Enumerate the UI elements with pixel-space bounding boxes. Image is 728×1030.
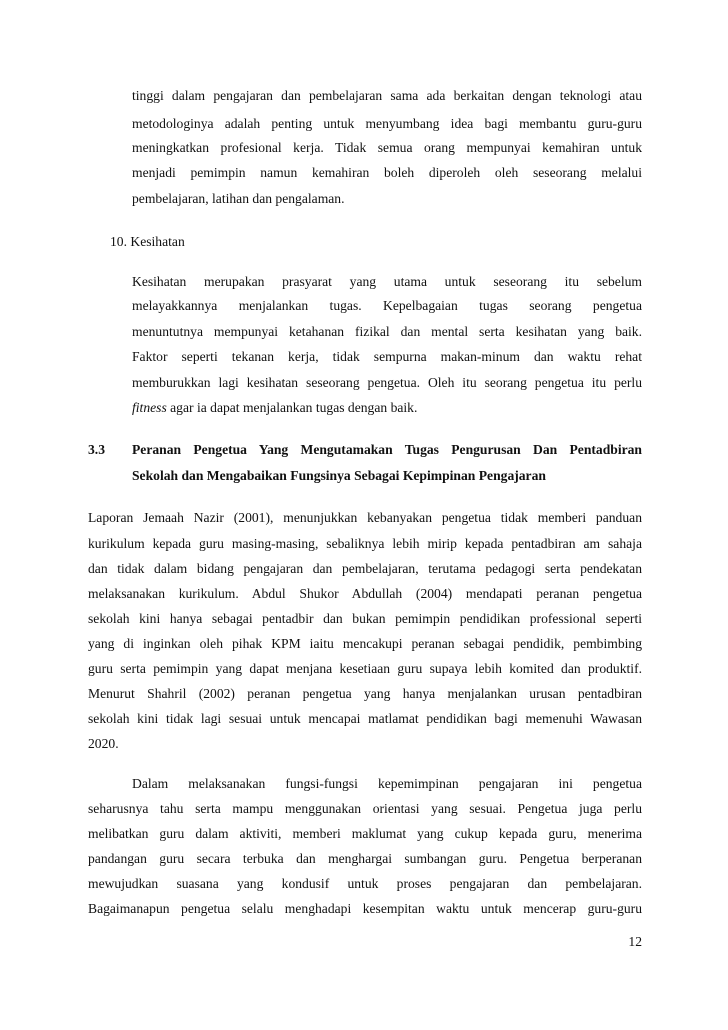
item10-line: menuntutnya mempunyai ketahanan fizikal dan mental serta kesihatan yang baik. xyxy=(132,324,642,339)
italic-term: fitness xyxy=(132,400,167,415)
para2-line: pandangan guru secara terbuka dan menghargai sumbangan guru. Pengetua berperanan xyxy=(88,851,642,866)
section-number: 3.3 xyxy=(88,442,105,457)
list-item-label: 10. Kesihatan xyxy=(110,234,185,249)
intro-line: pembelajaran, latihan dan pengalaman. xyxy=(132,191,345,206)
intro-line: menjadi pemimpin namun kemahiran boleh diperoleh oleh seseorang melalui xyxy=(132,165,642,180)
para1-line: yang di inginkan oleh pihak KPM iaitu mencakupi peranan sebagai pendidik, pembimbing xyxy=(88,636,642,651)
para1-line: kurikulum kepada guru masing-masing, sebaliknya lebih mirip kepada pentadbiran am sahaja xyxy=(88,536,642,551)
intro-line: metodologinya adalah penting untuk menyumbang idea bagi membantu guru-guru xyxy=(132,116,642,131)
para1-line: 2020. xyxy=(88,736,119,751)
para2-line: Bagaimanapun pengetua selalu menghadapi kesempitan waktu untuk mencerap guru-guru xyxy=(88,901,642,916)
item10-line: Faktor seperti tekanan kerja, tidak sempurna makan-minum dan waktu rehat xyxy=(132,349,642,364)
para1-line: Laporan Jemaah Nazir (2001), menunjukkan kebanyakan pengetua tidak memberi panduan xyxy=(88,510,642,525)
para1-line: melaksanakan kurikulum. Abdul Shukor Abdullah (2004) mendapati peranan pengetua xyxy=(88,586,642,601)
item10-last-text: agar ia dapat menjalankan tugas dengan baik. xyxy=(166,400,418,415)
page-number: 12 xyxy=(628,934,642,949)
para2-line: Dalam melaksanakan fungsi-fungsi kepemimpinan pengajaran ini pengetua xyxy=(132,776,642,791)
para1-line: sekolah kini hanya sebagai pentadbir dan bukan pemimpin pendidikan professional seperti xyxy=(88,611,642,626)
para2-line: seharusnya tahu serta mampu menggunakan orientasi yang sesuai. Pengetua juga perlu xyxy=(88,801,642,816)
section-title-line: Peranan Pengetua Yang Mengutamakan Tugas Pengurusan Dan Pentadbiran xyxy=(132,442,642,457)
para1-line: sekolah kini tidak lagi sesuai untuk mencapai matlamat pendidikan bagi memenuhi Wawasan xyxy=(88,711,642,726)
para1-line: Menurut Shahril (2002) peranan pengetua yang hanya menjalankan urusan pentadbiran xyxy=(88,686,642,701)
para2-line: mewujudkan suasana yang kondusif untuk proses pengajaran dan pembelajaran. xyxy=(88,876,642,891)
item10-line: memburukkan lagi kesihatan seseorang pengetua. Oleh itu seorang pengetua itu perlu xyxy=(132,375,642,390)
intro-line: meningkatkan profesional kerja. Tidak semua orang mempunyai kemahiran untuk xyxy=(132,140,642,155)
para2-line: melibatkan guru dalam aktiviti, memberi maklumat yang cukup kepada guru, menerima xyxy=(88,826,642,841)
item10-last-line xyxy=(132,399,642,417)
item10-line: Kesihatan merupakan prasyarat yang utama untuk seseorang itu sebelum xyxy=(132,274,642,289)
para1-line: guru serta pemimpin yang dapat menjana kesetiaan guru supaya lebih komited dan produktif. xyxy=(88,661,642,676)
item10-line: melayakkannya menjalankan tugas. Kepelbagaian tugas seorang pengetua xyxy=(132,298,642,313)
section-title-line: Sekolah dan Mengabaikan Fungsinya Sebagai Kepimpinan Pengajaran xyxy=(132,468,546,483)
intro-line: tinggi dalam pengajaran dan pembelajaran sama ada berkaitan dengan teknologi atau xyxy=(132,88,642,103)
para1-line: dan tidak dalam bidang pengajaran dan pembelajaran, terutama pedagogi serta pendekatan xyxy=(88,561,642,576)
